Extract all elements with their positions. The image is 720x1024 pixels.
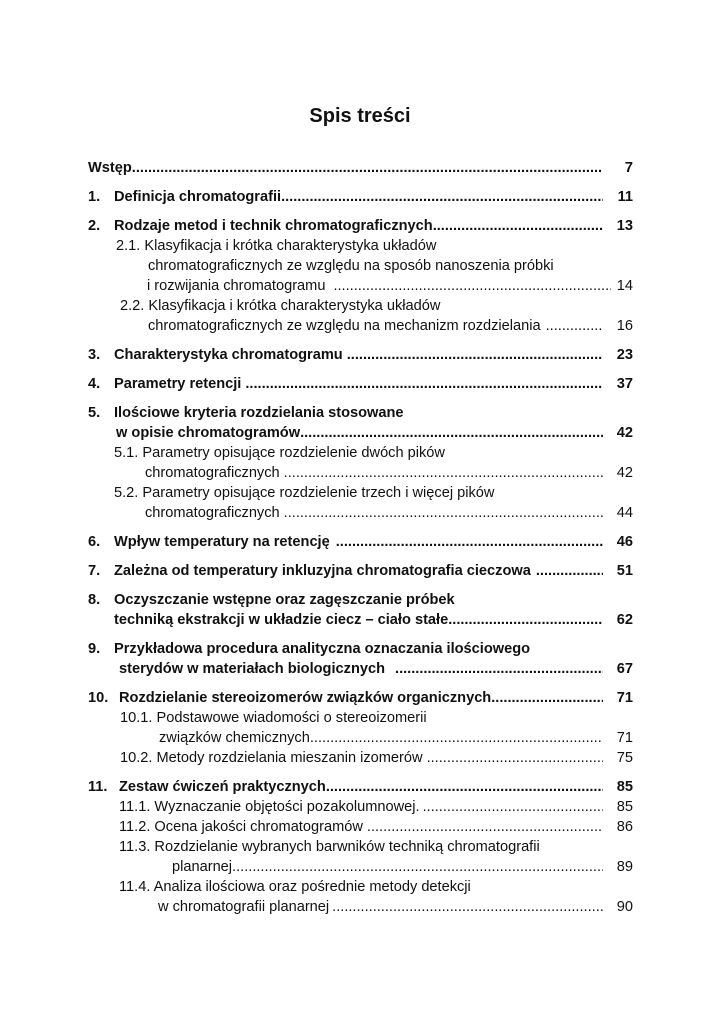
chapter-number: 6.	[88, 534, 101, 550]
toc-entry-chapter-7	[88, 561, 633, 581]
dot-leader	[245, 374, 603, 394]
toc-title: 10.1. Podstawowe wiadomości o stereoizomerii	[120, 710, 427, 726]
toc-title: Definicja chromatografii	[114, 189, 282, 205]
chapter-number: 3.	[88, 347, 101, 363]
toc-subentry-11-3	[88, 837, 633, 857]
toc-title: Zestaw ćwiczeń praktycznych	[119, 779, 326, 795]
toc-page: 37	[616, 376, 633, 392]
toc-entry-chapter-6	[88, 532, 633, 552]
toc-title-continued: w chromatografii planarnej	[158, 899, 330, 915]
dot-leader	[367, 817, 603, 837]
toc-entry-chapter-1	[88, 187, 633, 207]
toc-page: 51	[616, 563, 633, 579]
toc-page: 13	[616, 218, 633, 234]
toc-title: Rozdzielanie stereoizomerów związków organicznych	[119, 690, 492, 706]
toc-page: 85	[616, 799, 633, 815]
toc-subentry-2-2	[88, 296, 633, 316]
toc-title: 11.1. Wyznaczanie objętości pozakolumnowej.	[119, 799, 420, 815]
dot-leader	[491, 688, 603, 708]
dot-leader	[310, 728, 603, 748]
dot-leader	[281, 187, 603, 207]
toc-title: Charakterystyka chromatogramu	[114, 347, 343, 363]
chapter-number: 4.	[88, 376, 101, 392]
dot-leader	[448, 610, 603, 630]
toc-entry-chapter-8	[88, 590, 633, 630]
toc-title: 11.4. Analiza ilościowa oraz pośrednie metody detekcji	[119, 879, 471, 895]
toc-title-continued: chromatograficznych ze względu na sposób nanoszenia próbki	[148, 258, 554, 274]
toc-page: 16	[616, 318, 633, 334]
toc-title: Ilościowe kryteria rozdzielania stosowane	[114, 405, 404, 421]
toc-title: Wpływ temperatury na retencję	[114, 534, 330, 550]
toc-title: Oczyszczanie wstępne oraz zagęszczanie próbek	[114, 592, 455, 608]
toc-subentry-2-1	[88, 236, 633, 256]
toc-page: 62	[616, 612, 633, 628]
toc-title-continued: sterydów w materiałach biologicznych	[119, 661, 386, 677]
toc-title: 11.3. Rozdzielanie wybranych barwników techniką chromatografii	[119, 839, 540, 855]
toc-subentry-10-2	[88, 748, 633, 768]
toc-page: 67	[616, 661, 633, 677]
toc-page: 7	[624, 160, 633, 176]
dot-leader	[333, 276, 611, 296]
toc-page: 23	[616, 347, 633, 363]
chapter-number: 5.	[88, 405, 101, 421]
chapter-number: 11.	[88, 779, 108, 795]
page-title: Spis treści	[309, 105, 411, 127]
toc-title: 2.1. Klasyfikacja i krótka charakterystyka układów	[116, 238, 437, 254]
toc-page: 44	[616, 505, 633, 521]
toc-page: 14	[616, 278, 633, 294]
toc-page: 71	[616, 730, 633, 746]
chapter-number: 8.	[88, 592, 101, 608]
toc-page: 46	[616, 534, 633, 550]
toc-subentry-5-2	[88, 483, 633, 503]
toc-subentry-11-1	[88, 797, 633, 817]
dot-leader	[232, 857, 603, 877]
toc-page: 42	[616, 425, 633, 441]
toc-title-continued: chromatograficznych ze względu na mechanizm rozdzielania	[148, 318, 541, 334]
dot-leader	[132, 158, 603, 178]
toc-title-continued: w opisie chromatogramów	[116, 425, 301, 441]
toc-page: 85	[616, 779, 633, 795]
toc-entry-chapter-9	[88, 639, 633, 679]
table-of-contents	[88, 158, 633, 926]
toc-subentry-10-1	[88, 708, 633, 728]
toc-title-continued: techniką ekstrakcji w układzie ciecz – ciało stałe	[114, 612, 449, 628]
toc-title: Zależna od temperatury inkluzyjna chromatografia cieczowa	[114, 563, 531, 579]
toc-subentry-5-1	[88, 443, 633, 463]
toc-entry-intro	[88, 158, 633, 178]
toc-title-continued: związków chemicznych	[159, 730, 310, 746]
toc-title-continued: chromatograficznych	[145, 465, 280, 481]
toc-entry-chapter-2	[88, 216, 633, 336]
toc-title: 2.2. Klasyfikacja i krótka charakterystyka układów	[120, 298, 441, 314]
toc-entry-chapter-4	[88, 374, 633, 394]
toc-page: 71	[616, 690, 633, 706]
chapter-number: 9.	[88, 641, 101, 657]
toc-subentry-11-2	[88, 817, 633, 837]
toc-page: 86	[616, 819, 633, 835]
dot-leader	[326, 777, 603, 797]
toc-title-continued: chromatograficznych	[145, 505, 280, 521]
toc-title: 10.2. Metody rozdzielania mieszanin izomerów	[120, 750, 423, 766]
toc-page: 42	[616, 465, 633, 481]
toc-title: Parametry retencji	[114, 376, 242, 392]
chapter-number: 7.	[88, 563, 101, 579]
toc-title: 5.2. Parametry opisujące rozdzielenie trzech i więcej pików	[114, 485, 495, 501]
toc-title-continued: i rozwijania chromatogramu	[147, 278, 326, 294]
chapter-number: 1.	[88, 189, 101, 205]
toc-title: 5.1. Parametry opisujące rozdzielenie dwóch pików	[114, 445, 445, 461]
dot-leader	[332, 897, 603, 917]
toc-subentry-11-4	[88, 877, 633, 897]
toc-page: 90	[616, 899, 633, 915]
dot-leader	[395, 659, 603, 679]
dot-leader	[433, 216, 603, 236]
toc-page: 89	[616, 859, 633, 875]
dot-leader	[336, 532, 603, 552]
chapter-number: 10.	[88, 690, 109, 706]
dot-leader	[347, 345, 603, 365]
toc-title: Rodzaje metod i technik chromatograficznych	[114, 218, 433, 234]
toc-page: 11	[617, 189, 633, 205]
toc-entry-chapter-11	[88, 777, 633, 917]
toc-title: 11.2. Ocena jakości chromatogramów	[119, 819, 363, 835]
dot-leader	[427, 748, 603, 768]
chapter-number: 2.	[88, 218, 101, 234]
dot-leader	[284, 503, 603, 523]
toc-title: Wstęp	[88, 160, 132, 176]
dot-leader	[546, 316, 603, 336]
dot-leader	[536, 561, 603, 581]
toc-entry-chapter-3	[88, 345, 633, 365]
toc-title-continued: planarnej	[172, 859, 233, 875]
toc-title: Przykładowa procedura analityczna oznaczania ilościowego	[114, 641, 531, 657]
dot-leader	[300, 423, 603, 443]
toc-entry-chapter-5	[88, 403, 633, 523]
toc-page: 75	[616, 750, 633, 766]
dot-leader	[284, 463, 603, 483]
dot-leader	[423, 797, 603, 817]
toc-entry-chapter-10	[88, 688, 633, 768]
